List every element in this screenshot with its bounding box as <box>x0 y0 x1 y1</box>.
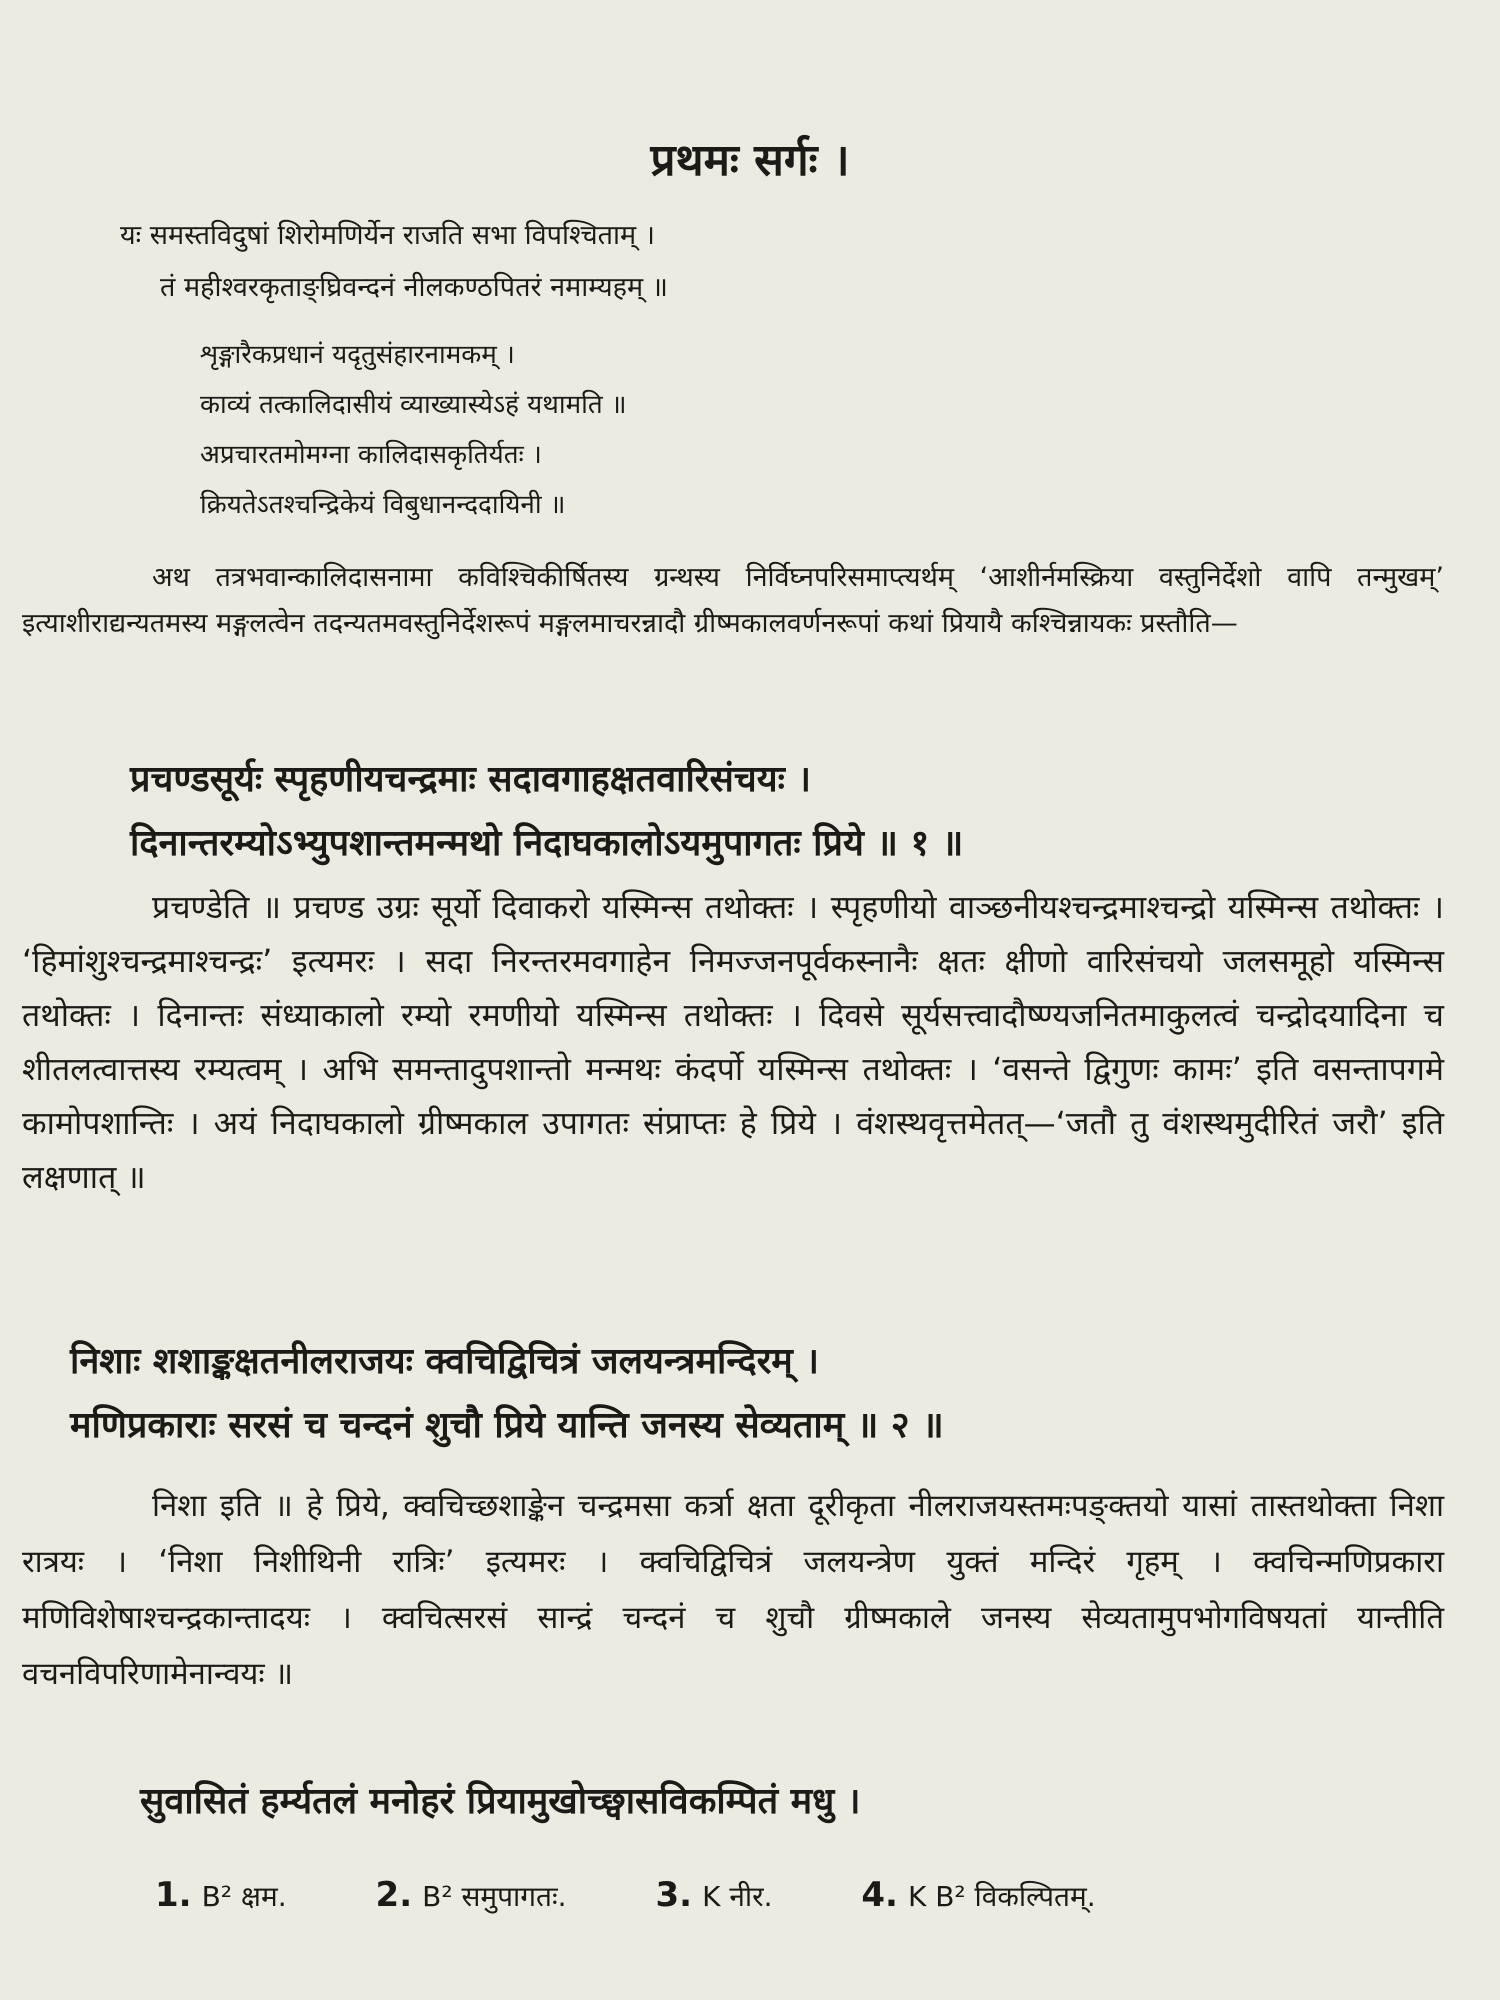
commentary-intro <box>22 555 1444 647</box>
footnote-text: K B² विकल्पितम्. <box>907 1880 1096 1913</box>
commentary-1 <box>22 880 1444 1204</box>
intro-verse-line: क्रियतेऽतश्चन्द्रिकेयं विबुधानन्ददायिनी ॥ <box>200 490 566 520</box>
footnote <box>861 1875 1135 1915</box>
intro-verse-line: शृङ्गारैकप्रधानं यदृतुसंहारनामकम् । <box>200 340 515 370</box>
footnote <box>155 1875 327 1915</box>
footnotes <box>155 1875 1435 1915</box>
footnote-text: B² क्षम. <box>201 1880 287 1913</box>
footnote <box>655 1875 812 1915</box>
verse-3 <box>140 1770 1440 1834</box>
footnote-number: 4. <box>861 1875 898 1915</box>
commentary-paragraph: अथ तत्रभवान्कालिदासनामा कविश्चिकीर्षितस्य ग्रन्थस्य निर्विघ्नपरिसमाप्त्यर्थम् ‘आशीर्नमस्क्रिया वस्तुनिर्देशो वापि तन्मुखम्’ इत्याशीराद्यन्यतमस्य मङ्गलत्वेन तदन्यतमवस्तुनिर्देशरूपं मङ्गलमाचरन्नादौ ग्रीष्मकालवर्णनरूपां कथां प्रियायै कश्चिन्नायकः प्रस्तौति— <box>22 562 1444 639</box>
verse-1 <box>130 748 1440 876</box>
intro-verses <box>200 330 1400 530</box>
verse-line: प्रचण्डसूर्यः स्पृहणीयचन्द्रमाः सदावगाहक्षतवारिसंचयः । <box>130 759 812 800</box>
footnote-text: K नीर. <box>702 1880 773 1913</box>
commentary-paragraph: निशा इति ॥ हे प्रिये, क्वचिच्छशाङ्केन चन्द्रमसा कर्त्रा क्षता दूरीकृता नीलराजयस्तमःपङ्क्तयो यासां तास्तथोक्ता निशा रात्रयः । ‘निशा निशीथिनी रात्रिः’ इत्यमरः । क्वचिद्विचित्रं जलयन्त्रेण युक्तं मन्दिरं गृहम् । क्वचिन्मणिप्रकारा मणिविशेषाश्चन्द्रकान्तादयः । क्वचित्सरसं सान्द्रं चन्दनं च शुचौ ग्रीष्मकाले जनस्य सेव्यतामुपभोगविषयतां यान्तीति वचनविपरिणामेनान्वयः ॥ <box>22 1488 1444 1692</box>
invocation-line: यः समस्तविदुषां शिरोमणिर्येन राजति सभा विपश्चिताम् । <box>120 220 655 251</box>
commentary-2 <box>22 1478 1444 1702</box>
footnote-number: 1. <box>155 1875 192 1915</box>
verse-line: सुवासितं हर्म्यतलं मनोहरं प्रियामुखोच्छ्वासविकम्पितं मधु । <box>140 1781 861 1822</box>
intro-verse-line: काव्यं तत्कालिदासीयं व्याख्यास्येऽहं यथामति ॥ <box>200 390 627 420</box>
verse-2 <box>70 1330 1450 1458</box>
verse-line: निशाः शशाङ्कक्षतनीलराजयः क्वचिद्विचित्रं जलयन्त्रमन्दिरम् । <box>70 1341 820 1382</box>
footnote <box>375 1875 607 1915</box>
intro-verse-line: अप्रचारतमोमग्ना कालिदासकृतिर्यतः । <box>200 440 542 470</box>
footnote-number: 2. <box>375 1875 413 1915</box>
commentary-paragraph: प्रचण्डेति ॥ प्रचण्ड उग्रः सूर्यो दिवाकरो यस्मिन्स तथोक्तः । स्पृहणीयो वाञ्छनीयश्चन्द्रमाश्चन्द्रो यस्मिन्स तथोक्तः । ‘हिमांशुश्चन्द्रमाश्चन्द्रः’ इत्यमरः । सदा निरन्तरमवगाहेन निमज्जनपूर्वकस्नानैः क्षतः क्षीणो वारिसंचयो जलसमूहो यस्मिन्स तथोक्तः । दिनान्तः संध्याकालो रम्यो रमणीयो यस्मिन्स तथोक्तः । दिवसे सूर्यसत्त्वादौष्ण्यजनितमाकुलत्वं चन्द्रोदयादिना च शीतलत्वात्तस्य रम्यत्वम् । अभि समन्तादुपशान्तो मन्मथः कंदर्पो यस्मिन्स तथोक्तः । ‘वसन्ते द्विगुणः कामः’ इति वसन्तापगमे कामोपशान्तिः । अयं निदाघकालो ग्रीष्मकाल उपागतः संप्राप्तः हे प्रिये । वंशस्थवृत्तमेतत्—‘जतौ तु वंशस्थमुदीरितं जरौ’ इति लक्षणात् ॥ <box>22 888 1444 1196</box>
footnote-text: B² समुपागतः. <box>422 1880 567 1913</box>
chapter-title: प्रथमः सर्गः । <box>650 135 850 186</box>
verse-line: दिनान्तरम्योऽभ्युपशान्तमन्मथो निदाघकालोऽयमुपागतः प्रिये ॥ १ ॥ <box>130 823 964 864</box>
invocation-verse <box>120 210 1420 314</box>
verse-line: मणिप्रकाराः सरसं च चन्दनं शुचौ प्रिये यान्ति जनस्य सेव्यताम् ॥ २ ॥ <box>70 1405 944 1446</box>
footnote-number: 3. <box>655 1875 693 1915</box>
invocation-line: तं महीश्वरकृताङ्घ्रिवन्दनं नीलकण्ठपितरं नमाम्यहम् ॥ <box>160 272 668 303</box>
